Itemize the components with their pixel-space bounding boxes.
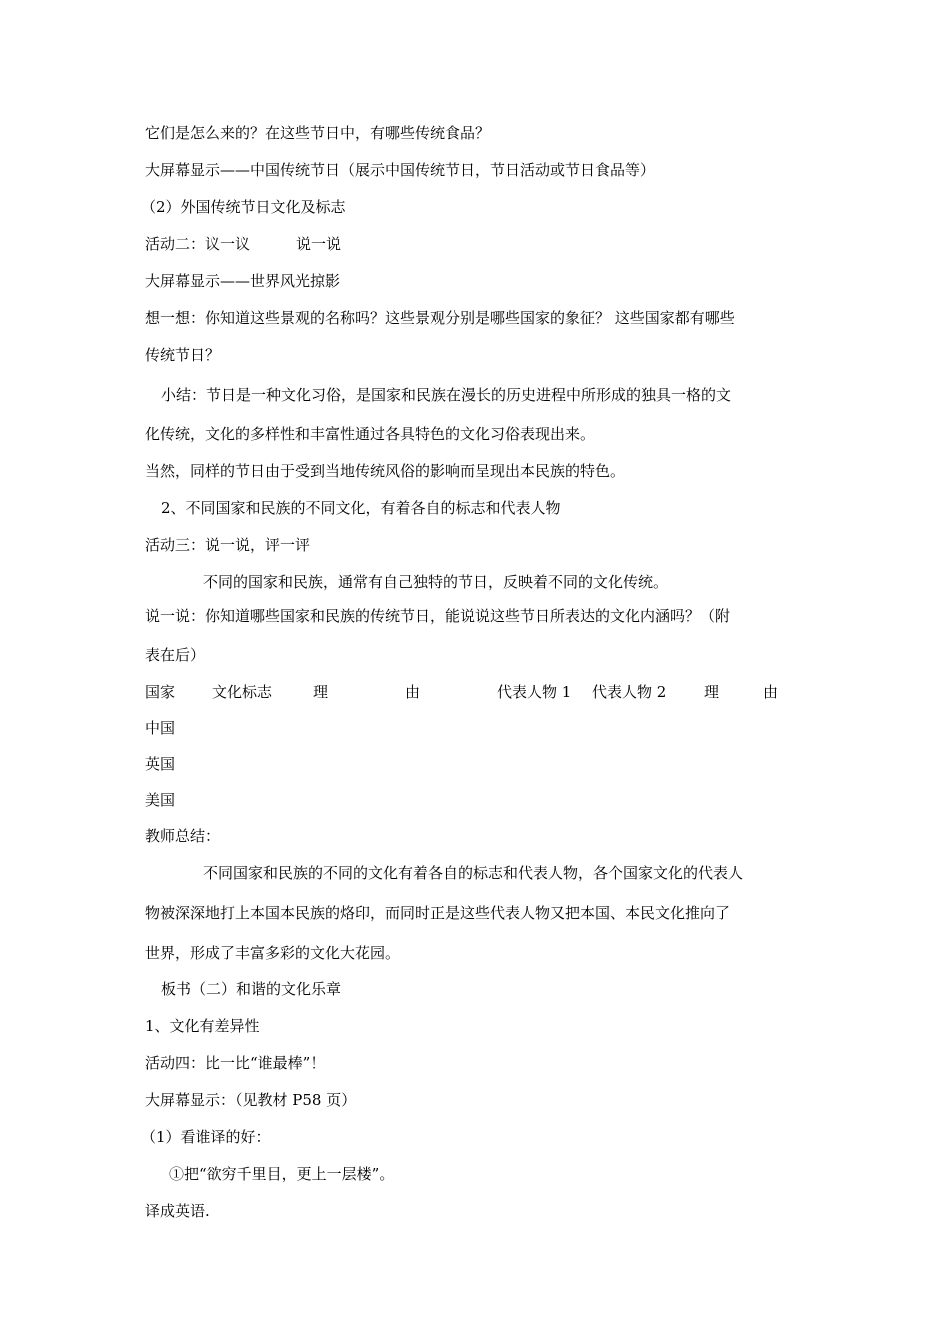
section-heading: （1）看谁译的好： — [141, 1128, 271, 1146]
board-heading: 板书（二）和谐的文化乐章 — [161, 980, 342, 998]
paragraph-line: 化传统，文化的多样性和丰富性通过各具特色的文化习俗表现出来。 — [145, 425, 596, 443]
table-header-cell: 国家 — [145, 683, 176, 701]
paragraph-line: 译成英语. — [145, 1202, 210, 1220]
paragraph-line: 它们是怎么来的？在这些节日中，有哪些传统食品？ — [145, 124, 491, 142]
paragraph-line: 物被深深地打上本国本民族的烙印，而同时正是这些代表人物又把本国、本民文化推向了 — [145, 904, 731, 922]
activity-heading: 活动四：比一比“谁最棒”！ — [145, 1054, 326, 1072]
table-header-cell: 文化标志 — [212, 683, 273, 701]
table-header-cell: 代表人物 2 — [592, 683, 667, 701]
summary-line: 小结：节日是一种文化习俗，是国家和民族在漫长的历史进程中所形成的独具一格的文 — [161, 386, 732, 404]
table-header-cell: 理 — [704, 683, 720, 701]
paragraph-line: 想一想：你知道这些景观的名称吗？这些景观分别是哪些国家的象征？ 这些国家都有哪些 — [145, 309, 735, 327]
paragraph-line: 教师总结： — [145, 827, 221, 845]
paragraph-line: 当然，同样的节日由于受到当地传统风俗的影响而呈现出本民族的特色。 — [145, 462, 626, 480]
paragraph-line: 大屏幕显示：（见教材 P58 页） — [145, 1091, 357, 1109]
paragraph-line: 表在后） — [145, 646, 206, 664]
table-header-cell: 理 — [313, 683, 329, 701]
table-header-cell: 代表人物 1 — [497, 683, 572, 701]
paragraph-line: 大屏幕显示——中国传统节日（展示中国传统节日，节日活动或节日食品等） — [145, 161, 656, 179]
paragraph-line: 世界，形成了丰富多彩的文化大花园。 — [145, 944, 401, 962]
paragraph-line: 说一说：你知道哪些国家和民族的传统节日，能说说这些节日所表达的文化内涵吗？（附 — [145, 607, 731, 625]
table-header-row — [145, 681, 810, 703]
section-heading: （2）外国传统节日文化及标志 — [141, 198, 346, 216]
table-row — [145, 753, 810, 775]
activity-subtitle: 说一说 — [296, 235, 342, 253]
paragraph-line: 不同的国家和民族，通常有自己独特的节日，反映着不同的文化传统。 — [203, 573, 669, 591]
activity-heading — [145, 233, 341, 255]
activity-heading: 活动三：说一说，评一评 — [145, 536, 311, 554]
section-heading: 2、不同国家和民族的不同文化，有着各自的标志和代表人物 — [161, 499, 561, 517]
table-row — [145, 789, 810, 811]
paragraph-line: 大屏幕显示——世界风光掠影 — [145, 272, 341, 290]
table-cell-country: 英国 — [145, 755, 176, 773]
table-row — [145, 717, 810, 739]
table-header-cell: 由 — [405, 683, 421, 701]
section-heading: 1、文化有差异性 — [145, 1017, 260, 1035]
activity-title: 活动二：议一议 — [145, 235, 251, 253]
table-cell-country: 中国 — [145, 719, 176, 737]
table-header-cell: 由 — [763, 683, 779, 701]
paragraph-line: 传统节日？ — [145, 346, 221, 364]
paragraph-line: ①把“欲穷千里目，更上一层楼”。 — [169, 1165, 395, 1183]
table-cell-country: 美国 — [145, 791, 176, 809]
paragraph-line: 不同国家和民族的不同的文化有着各自的标志和代表人物，各个国家文化的代表人 — [203, 864, 744, 882]
